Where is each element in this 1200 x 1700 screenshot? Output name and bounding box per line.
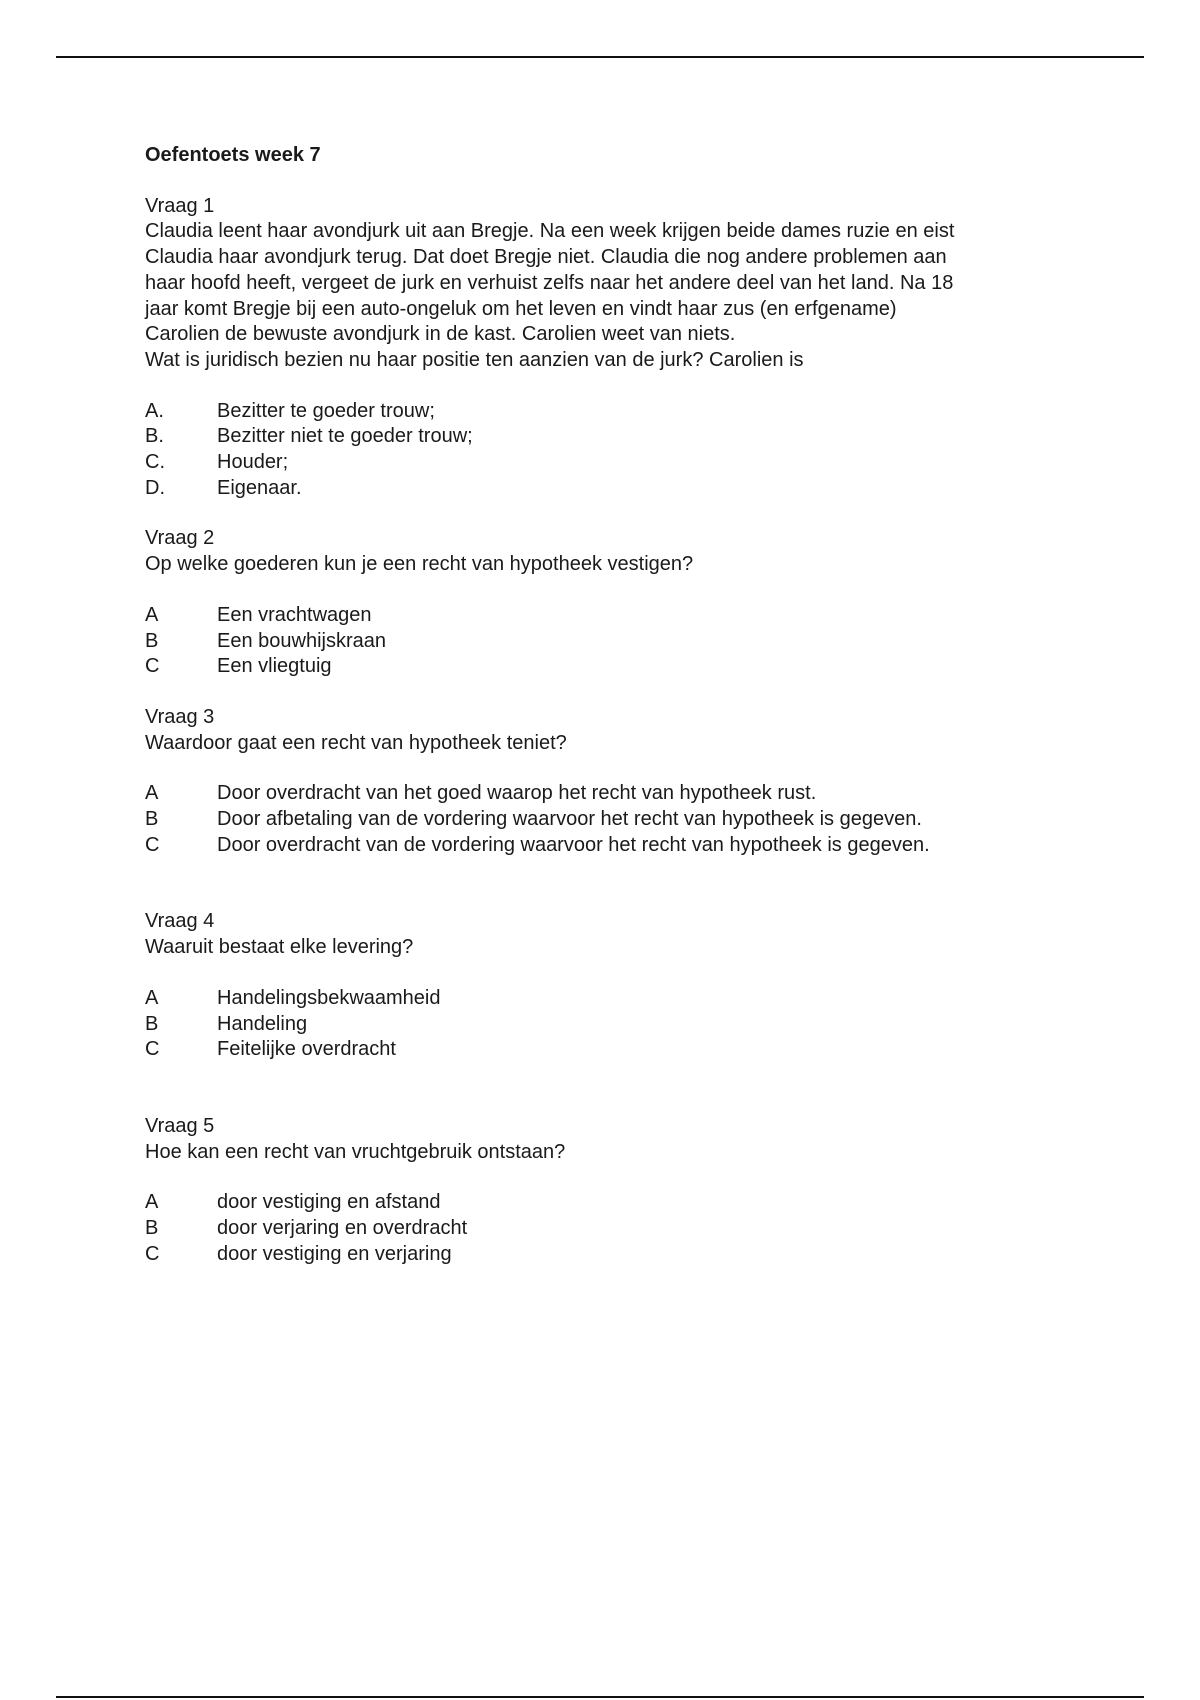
answer-option [145, 1012, 1065, 1038]
answer-options [145, 781, 1065, 858]
question-heading: Vraag 1 [145, 194, 215, 217]
question-text-line: Op welke goederen kun je een recht van hypotheek vestigen? [145, 553, 694, 576]
answer-options [145, 399, 1065, 502]
option-letter: A [145, 986, 159, 1009]
option-text: door verjaring en overdracht [217, 1217, 468, 1240]
question-text-line: haar hoofd heeft, vergeet de jurk en verhuist zelfs naar het andere deel van het land. Na 18 [145, 271, 954, 294]
question-1 [145, 194, 1065, 502]
option-text: Door overdracht van het goed waarop het recht van hypotheek rust. [217, 782, 817, 805]
option-letter: A [145, 782, 159, 805]
option-letter: B [145, 1217, 159, 1240]
answer-option [145, 424, 1065, 450]
option-letter: D. [145, 476, 165, 499]
question-heading: Vraag 4 [145, 910, 215, 933]
answer-options [145, 986, 1065, 1063]
option-text: Houder; [217, 451, 289, 474]
option-letter: A. [145, 399, 164, 422]
option-text: door vestiging en verjaring [217, 1242, 452, 1265]
question-2 [145, 526, 1065, 680]
question-text-line: Claudia leent haar avondjurk uit aan Bregje. Na een week krijgen beide dames ruzie en eist [145, 220, 955, 243]
option-letter: C [145, 1242, 160, 1265]
question-text-line: Carolien de bewuste avondjurk in de kast. Carolien weet van niets. [145, 323, 736, 346]
document-page [145, 143, 1065, 1268]
answer-option [145, 1216, 1065, 1242]
option-text: door vestiging en afstand [217, 1191, 441, 1214]
option-text: Een vrachtwagen [217, 603, 372, 626]
question-3 [145, 705, 1065, 859]
question-heading: Vraag 5 [145, 1114, 215, 1137]
option-text: Door afbetaling van de vordering waarvoor het recht van hypotheek is gegeven. [217, 808, 922, 831]
question-heading: Vraag 3 [145, 705, 215, 728]
document-title: Oefentoets week 7 [145, 144, 321, 166]
answer-options [145, 1190, 1065, 1267]
question-text-line: jaar komt Bregje bij een auto-ongeluk om het leven en vindt haar zus (en erfgename) [145, 297, 897, 320]
option-letter: B [145, 1012, 159, 1035]
option-letter: A [145, 1191, 159, 1214]
option-text: Door overdracht van de vordering waarvoor het recht van hypotheek is gegeven. [217, 833, 930, 856]
question-4 [145, 909, 1065, 1063]
option-text: Handeling [217, 1012, 308, 1035]
answer-option [145, 833, 1065, 859]
answer-option [145, 986, 1065, 1012]
answer-option [145, 603, 1065, 629]
option-text: Eigenaar. [217, 476, 302, 499]
question-text-line: Wat is juridisch bezien nu haar positie ten aanzien van de jurk? Carolien is [145, 348, 804, 371]
answer-option [145, 1242, 1065, 1268]
spacer [145, 680, 1065, 705]
question-heading: Vraag 2 [145, 527, 215, 550]
option-text: Handelingsbekwaamheid [217, 986, 441, 1009]
option-letter: C [145, 1038, 160, 1061]
header-rule [56, 56, 1144, 58]
answer-option [145, 807, 1065, 833]
option-letter: B [145, 808, 159, 831]
option-text: Bezitter niet te goeder trouw; [217, 425, 473, 448]
spacer [145, 858, 1065, 909]
option-letter: B. [145, 425, 164, 448]
spacer [145, 501, 1065, 526]
question-text-line: Waaruit bestaat elke levering? [145, 936, 414, 959]
answer-option [145, 450, 1065, 476]
answer-option [145, 629, 1065, 655]
answer-option [145, 654, 1065, 680]
option-letter: C. [145, 451, 165, 474]
option-text: Feitelijke overdracht [217, 1038, 396, 1061]
option-text: Bezitter te goeder trouw; [217, 399, 435, 422]
question-text-line: Claudia haar avondjurk terug. Dat doet Bregje niet. Claudia die nog andere problemen aan [145, 246, 947, 269]
footer-rule [56, 1696, 1144, 1698]
answer-option [145, 1190, 1065, 1216]
answer-option [145, 476, 1065, 502]
answer-option [145, 781, 1065, 807]
answer-option [145, 1037, 1065, 1063]
question-text-line: Hoe kan een recht van vruchtgebruik ontstaan? [145, 1140, 566, 1163]
question-5 [145, 1114, 1065, 1268]
option-letter: B [145, 629, 159, 652]
option-letter: A [145, 603, 159, 626]
answer-option [145, 399, 1065, 425]
question-text-line: Waardoor gaat een recht van hypotheek teniet? [145, 731, 567, 754]
option-letter: C [145, 833, 160, 856]
option-letter: C [145, 655, 160, 678]
option-text: Een bouwhijskraan [217, 629, 386, 652]
answer-options [145, 603, 1065, 680]
spacer [145, 1063, 1065, 1114]
option-text: Een vliegtuig [217, 655, 332, 678]
